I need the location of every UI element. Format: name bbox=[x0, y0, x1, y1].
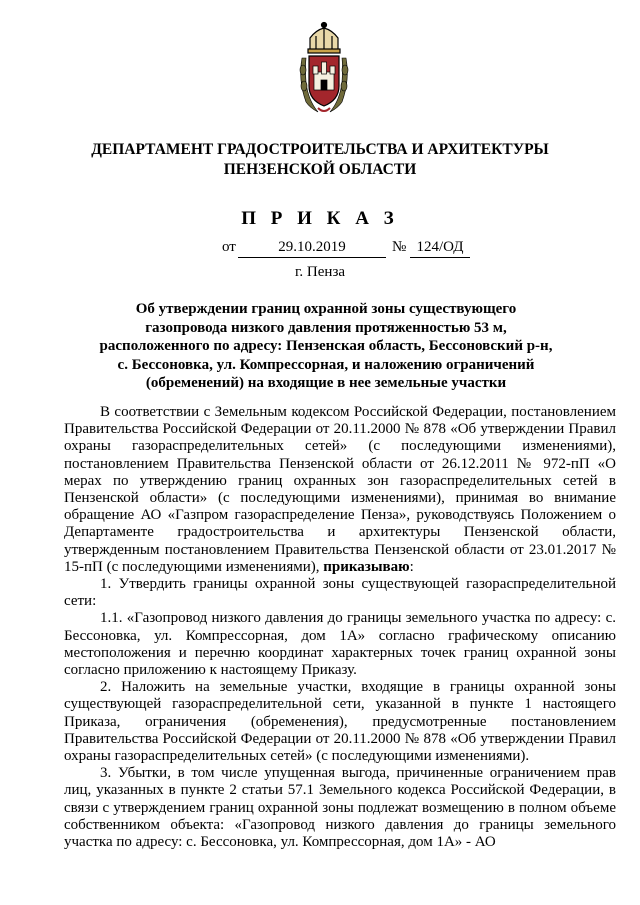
fortress-icon bbox=[313, 62, 335, 90]
department-name-line-1: ДЕПАРТАМЕНТ ГРАДОСТРОИТЕЛЬСТВА И АРХИТЕКТУРЫ bbox=[91, 141, 549, 158]
order-date-number-line bbox=[0, 239, 640, 261]
order-body bbox=[64, 404, 616, 851]
order-title: П Р И К А З bbox=[241, 208, 399, 229]
item-2: 2. Наложить на земельные участки, входящие в границы охранной зоны существующей газораспределительной сети, указанной в пункте 1 настоящего Приказа, ограничения (обременения), предусмотренные постановлением Правительства Российской Федерации от 20.11.2000 № 878 «Об утверждении Правил охраны газораспределительных сетей» (с последующими изменениями). bbox=[64, 679, 616, 765]
preamble-text: В соответствии с Земельным кодексом Российской Федерации, постановлением Правительства Российской Федерации от 20.11.2000 № 878 «Об утверждении Правил охраны газораспределительных сетей» (с последующими изменениями), постановлением Правительства Пензенской области от 26.12.2011 № 972-пП «О мерах по утверждению границ охранных зон газораспределительных сетей в Пензенской области» (с последующими изменениями), принимая во внимание обращение АО «Газпром газораспределение Пенза», руководствуясь Положением о Департаменте градостроительства и архитектуры Пензенской области, утвержденным постановлением Правительства Пензенской области от 23.01.2017 № 15-пП (с последующими изменениями), bbox=[64, 404, 616, 575]
order-number: 124/ОД bbox=[410, 239, 470, 258]
item-3: 3. Убытки, в том числе упущенная выгода, причиненные ограничением прав лиц, указанных в пункте 2 статьи 57.1 Земельного кодекса Российской Федерации, в связи с утверждением границ охранной зоны подлежат возмещению в полном объеме собственником объекта: «Газопровод низкого давления до границы земельного участка по адресу: с. Бессоновка, ул. Компрессорная, дом 1А» - АО bbox=[64, 765, 616, 851]
coat-of-arms-emblem bbox=[296, 20, 352, 116]
item-1-1: 1.1. «Газопровод низкого давления до границы земельного участка по адресу: с. Бессоновка, ул. Компрессорная, дом 1А» согласно графическому описанию местоположения и перечню координат характерных точек границ охранной зоны согласно приложению к настоящему Приказу. bbox=[64, 610, 616, 679]
order-subject: Об утверждении границ охранной зоны существующего газопровода низкого давления протяженностью 53 м, расположенного по адресу: Пензенская область, Бессоновский р-н, с. Бессоновка, ул. Компрессорная, и наложению ограничений (обременений) на входящие в нее земельные участки bbox=[99, 301, 553, 391]
order-city: г. Пенза bbox=[294, 264, 346, 280]
department-name-line-2: ПЕНЗЕНСКОЙ ОБЛАСТИ bbox=[223, 161, 417, 178]
preamble-order-word: приказываю bbox=[323, 558, 410, 575]
preamble-end: : bbox=[409, 558, 414, 575]
item-1: 1. Утвердить границы охранной зоны существующей газораспределительной сети: bbox=[64, 576, 616, 610]
date-prefix: от bbox=[222, 239, 236, 255]
order-date: 29.10.2019 bbox=[238, 239, 386, 258]
number-prefix: № bbox=[392, 239, 407, 255]
crown-icon bbox=[308, 22, 340, 53]
preamble-paragraph bbox=[64, 404, 616, 576]
